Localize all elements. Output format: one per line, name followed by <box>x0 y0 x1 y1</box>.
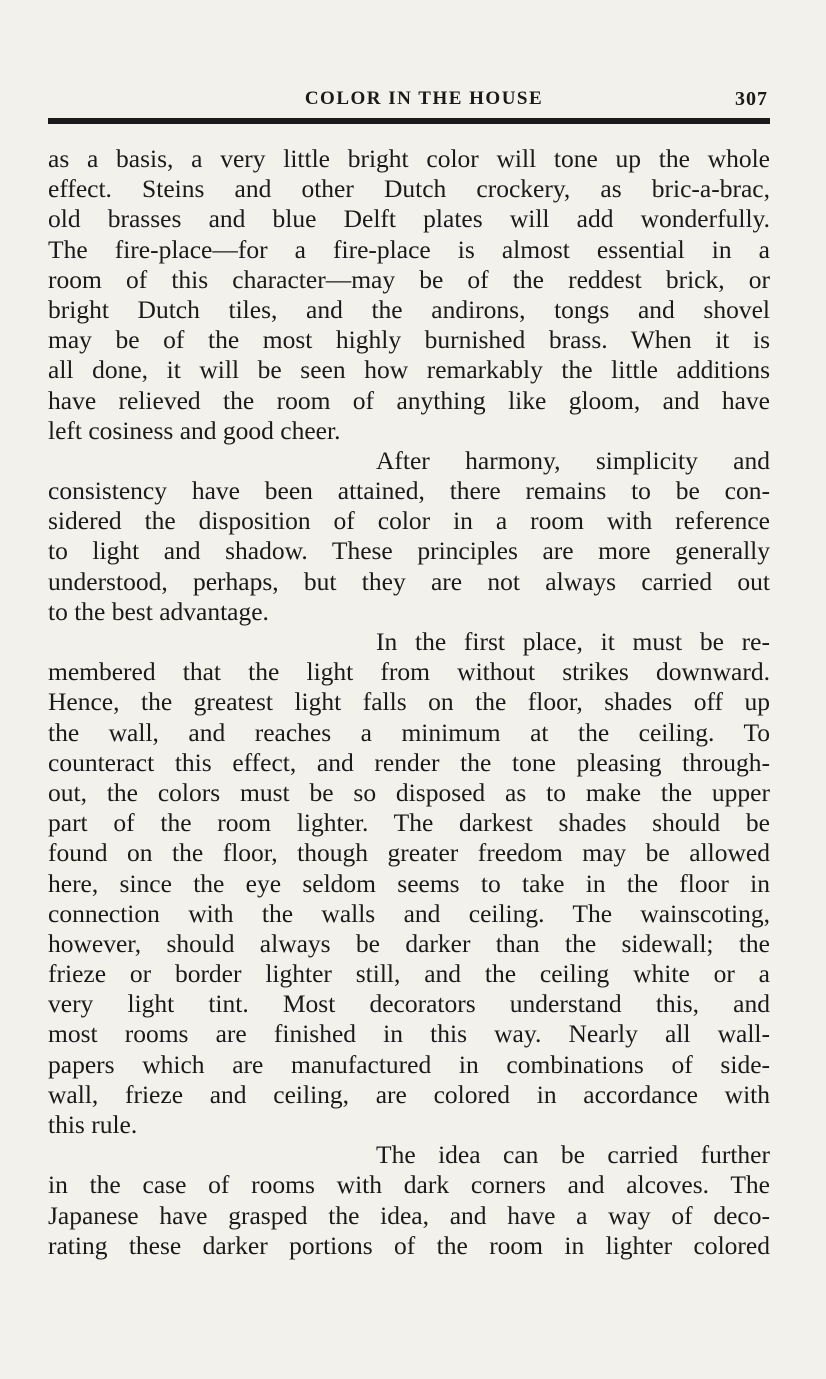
text-line: Japanese have grasped the idea, and have a way of deco- <box>48 1200 770 1230</box>
text-line: sidered the disposition of color in a room with reference <box>48 506 770 536</box>
text-line: membered that the light from without strikes downward. <box>48 657 770 687</box>
text-line: very light tint. Most decorators understand this, and <box>48 989 770 1019</box>
text-line: to light and shadow. These principles are more generally <box>48 536 770 566</box>
book-page <box>48 82 770 1261</box>
text-line: this rule. <box>48 1110 138 1139</box>
text-line: understood, perhaps, but they are not always carried out <box>48 566 770 596</box>
text-line: frieze or border lighter still, and the ceiling white or a <box>48 959 770 989</box>
text-line: connection with the walls and ceiling. The wainscoting, <box>48 898 770 928</box>
running-title: COLOR IN THE HOUSE <box>304 88 544 109</box>
header-rule <box>48 118 770 124</box>
text-line: the wall, and reaches a minimum at the ceiling. To <box>48 717 770 747</box>
text-line: wall, frieze and ceiling, are colored in accordance with <box>48 1079 770 1109</box>
text-line: rating these darker portions of the room in lighter colored <box>48 1230 770 1260</box>
text-line: The fire-place—for a fire-place is almost essential in a <box>48 234 770 264</box>
text-line: old brasses and blue Delft plates will add wonderfully. <box>48 204 770 234</box>
text-line: to the best advantage. <box>48 596 269 626</box>
text-line: here, since the eye seldom seems to take in the floor in <box>48 868 770 898</box>
text-line: out, the colors must be so disposed as to make the upper <box>48 777 770 807</box>
text-line: room of this character—may be of the reddest brick, or <box>48 264 770 294</box>
text-line: most rooms are finished in this way. Nearly all wall- <box>48 1019 770 1049</box>
text-line: found on the floor, though greater freedom may be allowed <box>48 838 770 868</box>
text-line: Hence, the greatest light falls on the floor, shades off up <box>48 687 770 717</box>
text-line: effect. Steins and other Dutch crockery, as bric-a-brac, <box>48 174 770 204</box>
text-line: part of the room lighter. The darkest shades should be <box>48 808 770 838</box>
text-line: as a basis, a very little bright color will tone up the whole <box>48 144 770 173</box>
text-line: consistency have been attained, there remains to be con- <box>48 476 770 506</box>
body-text <box>48 144 770 1261</box>
text-line: may be of the most highly burnished brass. When it is <box>48 325 770 355</box>
text-line: have relieved the room of anything like gloom, and have <box>48 385 770 415</box>
page-number: 307 <box>735 88 768 110</box>
text-line: however, should always be darker than the sidewall; the <box>48 928 770 958</box>
text-line: all done, it will be seen how remarkably the little additions <box>48 355 770 385</box>
paragraph-start: In the first place, it must be re- <box>376 627 770 656</box>
text-line: papers which are manufactured in combinations of side- <box>48 1049 770 1079</box>
text-line: left cosiness and good cheer. <box>48 415 341 445</box>
text-line: counteract this effect, and render the tone pleasing through- <box>48 747 770 777</box>
text-line: in the case of rooms with dark corners and alcoves. The <box>48 1170 770 1200</box>
running-head <box>48 82 770 116</box>
paragraph-start: The idea can be carried further <box>376 1140 770 1170</box>
paragraph-start: After harmony, simplicity and <box>376 445 770 475</box>
text-line: bright Dutch tiles, and the andirons, tongs and shovel <box>48 294 770 324</box>
